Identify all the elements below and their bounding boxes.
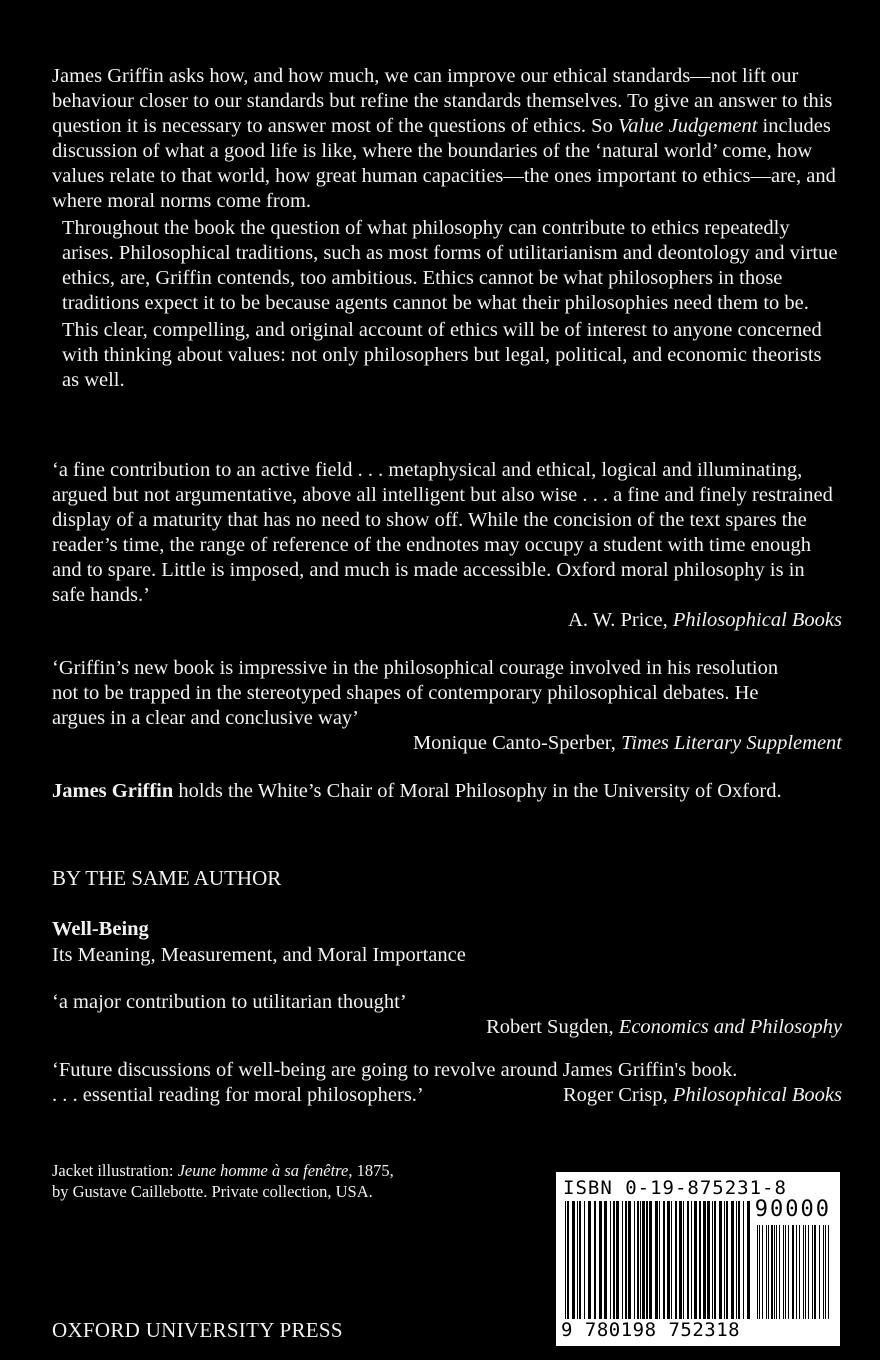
barcode-bar [738,1201,740,1319]
author-name: James Griffin [52,780,174,802]
barcode-bar [726,1201,728,1319]
barcode-bar [808,1225,809,1319]
review-source: Economics and Philosophy [618,1016,842,1038]
barcode-bar [655,1201,658,1319]
barcode-bar [788,1225,789,1319]
other-book-title: Well-Being [52,918,149,940]
blurb-paragraph-2 [52,216,842,316]
addon-barcode-bars [757,1225,833,1319]
book-title-inline: Value Judgement [617,115,758,137]
barcode-bar [783,1225,784,1319]
barcode-bar [604,1201,607,1319]
review-author: Monique Canto-Sperber, [412,732,622,754]
ean-barcode-bars [565,1201,755,1319]
barcode-bar [637,1201,639,1319]
jacket-credit [52,1160,394,1202]
bio-text: holds the White’s Chair of Moral Philosophy in the University of Oxford. [173,780,782,802]
barcode-bar [613,1201,615,1319]
barcode-bar [594,1201,596,1319]
review-quote: ‘a major contribution to utilitarian thought’ [52,991,407,1013]
barcode-bar [622,1201,623,1319]
same-author-heading: BY THE SAME AUTHOR [52,866,282,890]
barcode-bar [825,1225,826,1319]
other-book-subtitle: Its Meaning, Measurement, and Moral Importance [52,944,466,966]
review-quote: ‘a fine contribution to an active field . . . metaphysical and ethical, logical and illuminating, argued but not argumentative, above all intelligent but also wise . . . a fine and finely restrained display of a maturity that has no need to show off. While the concision of the text spares the reader’s time, the range of reference of the endnotes may occupy a student with time enough and to spare. Little is imposed, and much is made accessible. Oxford moral philosophy is in safe hands.’ [52,459,833,606]
barcode-bar [663,1201,665,1319]
review-canto-sperber [52,656,842,756]
review-quote-line1: ‘Future discussions of well-being are going to revolve around James Griffin's book. [52,1059,738,1081]
review-sugden [52,990,842,1040]
barcode-bar [649,1201,652,1319]
review-attribution [52,1015,842,1040]
review-source: Times Literary Supplement [621,732,842,754]
review-author: Roger Crisp, [562,1084,673,1106]
barcode-bar [771,1225,773,1319]
barcode-bar [616,1201,619,1319]
barcode-bar [671,1201,672,1319]
barcode-bar [712,1201,713,1319]
barcode-bar [699,1201,701,1319]
blurb [52,64,842,393]
ean-number: 9 780198 752318 [561,1319,741,1341]
review-attribution [52,731,842,756]
review-author: Robert Sugden, [486,1016,619,1038]
author-bio [52,778,842,804]
barcode-bar [567,1201,569,1319]
barcode-bar [565,1201,566,1319]
barcode-bar [792,1225,794,1319]
barcode-bar [757,1225,758,1319]
barcode-bar [731,1201,734,1319]
barcode-bar [766,1225,767,1319]
barcode-bar [694,1201,697,1319]
barcode-bar [759,1225,760,1319]
blurb-text: includes discussion of what a good life is like, where the boundaries of the ‘natural world’ come, how values relate to that world, how great human capacities—the ones important to ethics—are, and where moral norms come from. [52,115,836,212]
barcode-bar [646,1201,648,1319]
barcode-bar [736,1201,737,1319]
barcode-bar [785,1225,786,1319]
barcode-bar [779,1225,780,1319]
review-quote: ‘Griffin’s new book is impressive in the philosophical courage involved in his resolution not to be trapped in the stereotyped shapes of contemporary philosophical debates. He argues in a clear and conclusive way’ [52,657,779,729]
barcode-bar [691,1201,692,1319]
review-price [52,458,842,633]
barcode-bar [707,1201,710,1319]
barcode-bar [610,1201,611,1319]
blurb-paragraph-1 [52,64,842,214]
review-source: Philosophical Books [672,609,842,631]
blurb-text: This clear, compelling, and original account of ethics will be of interest to anyone concerned with thinking about values: not only philosophers but legal, political, and economic theorists as well. [62,319,822,391]
barcode-bar [762,1225,763,1319]
barcode-bar [747,1201,750,1319]
publisher-name: OXFORD UNIVERSITY PRESS [52,1318,343,1342]
barcode-bar [599,1201,602,1319]
painting-title: Jeune homme à sa fenêtre [177,1161,349,1180]
barcode-bar [812,1225,813,1319]
barcode-bar [625,1201,627,1319]
barcode-bar [577,1201,578,1319]
barcode-bar [588,1201,591,1319]
price-code: 90000 [754,1197,831,1222]
barcode-bar [659,1201,660,1319]
blurb-paragraph-3 [52,318,842,393]
barcode-bar [642,1201,645,1319]
barcode-bar [776,1225,777,1319]
barcode-bar [675,1201,677,1319]
barcode-bar [803,1225,804,1319]
blurb-text: James Griffin asks how, and how much, we can improve our ethical standards—not lift our behaviour closer to our standards but refine the standards themselves. To give an answer to this question it is necessary to answer most of the questions of ethics. So [52,65,833,137]
painting-artist: by Gustave Caillebotte. Private collection, USA. [52,1182,373,1201]
other-book [52,916,466,968]
barcode-bar [796,1225,797,1319]
barcode-bar [819,1225,820,1319]
barcode-bar [683,1201,684,1319]
review-source: Philosophical Books [672,1084,842,1106]
barcode-bar [634,1201,635,1319]
barcode-bar [724,1201,725,1319]
review-author: A. W. Price, [568,609,673,631]
blurb-text: Throughout the book the question of what philosophy can contribute to ethics repeatedly arises. Philosophical traditions, such as most forms of utilitarianism and deontology and virtue ethics, are, Griffin contends, too ambitious. Ethics cannot be what philosophers in those traditions expect it to be because agents cannot be what their philosophies need them to be. [62,217,838,314]
barcode-bar [584,1201,585,1319]
barcode-bar [743,1201,744,1319]
barcode-bar [814,1225,816,1319]
barcode-bar [768,1225,769,1319]
isbn-number: ISBN 0-19-875231-8 [563,1177,787,1199]
review-quote: . . . essential reading for moral philosophers.’ [52,1084,424,1106]
review-attribution [563,1083,842,1108]
barcode-bar [703,1201,706,1319]
barcode-bar [679,1201,682,1319]
barcode-bar [774,1225,775,1319]
barcode-bar [719,1201,722,1319]
painting-year: , 1875, [348,1161,394,1180]
barcode-bar [799,1225,800,1319]
barcode-bar [823,1225,824,1319]
review-quote-line2 [52,1083,842,1108]
barcode-bar [714,1201,716,1319]
review-attribution [52,608,842,633]
review-crisp [52,1058,842,1108]
jacket-label: Jacket illustration: [52,1161,178,1180]
barcode [556,1172,840,1346]
barcode-bar [667,1201,670,1319]
barcode-bar [640,1201,641,1319]
barcode-bar [805,1225,806,1319]
barcode-bar [572,1201,575,1319]
barcode-bar [579,1201,581,1319]
barcode-bar [828,1225,829,1319]
barcode-bar [687,1201,689,1319]
barcode-bar [628,1201,631,1319]
